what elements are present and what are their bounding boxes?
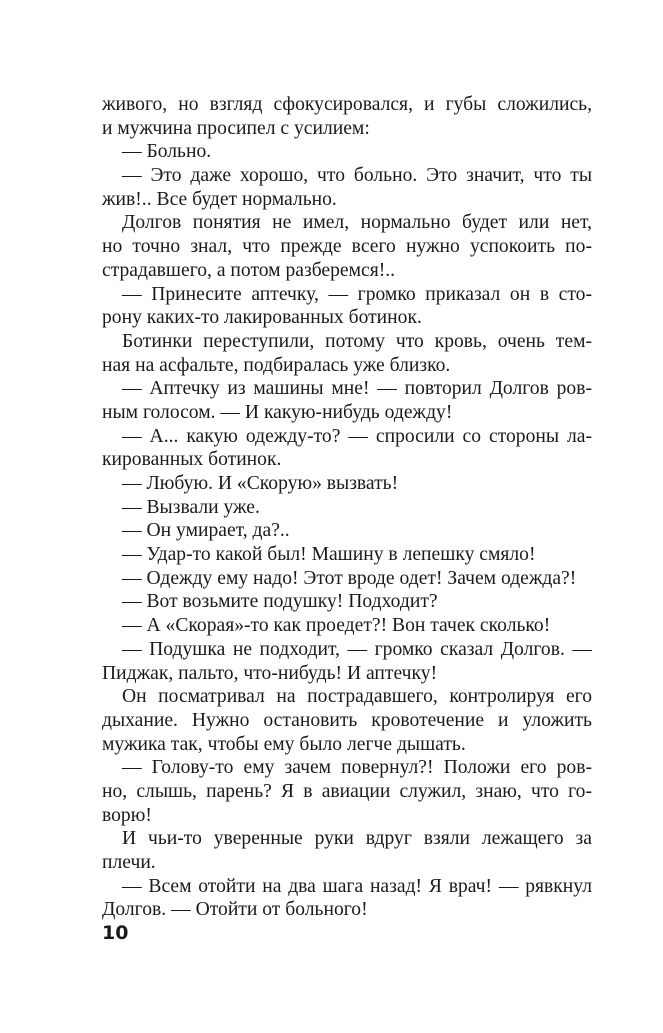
- text-line: Он посматривал на пострадавшего, контролируя его: [122, 686, 592, 708]
- text-line: — Принесите аптечку, — громко приказал он в сто-: [122, 283, 592, 305]
- text-line: и мужчина просипел с усилием:: [102, 117, 370, 139]
- text-line: дыхание. Нужно остановить кровотечение и уложить: [102, 709, 592, 731]
- text-line: — Голову-то ему зачем повернул?! Положи его ров-: [122, 757, 592, 779]
- text-line: — Подушка не подходит, — громко сказал Долгов. —: [122, 638, 592, 660]
- text-line: — Больно.: [122, 141, 212, 163]
- text-line: И чьи-то уверенные руки вдруг взяли лежащего за: [122, 828, 592, 850]
- text-line: — Удар-то какой был! Машину в лепешку смяло!: [122, 544, 536, 566]
- text-line: плечи.: [102, 852, 156, 873]
- text-line: Долгов понятия не имел, нормально будет или нет,: [122, 212, 592, 234]
- text-line: Ботинки переступили, потому что кровь, очень тем-: [122, 330, 592, 352]
- text-line: — Всем отойти на два шага назад! Я врач! — рявкнул: [122, 875, 592, 897]
- text-line: ным голосом. — И какую-нибудь одежду!: [102, 401, 453, 423]
- text-line: но, слышь, парень? Я в авиации служил, знаю, что го-: [102, 780, 592, 802]
- text-line: но точно знал, что прежде всего нужно успокоить по-: [102, 236, 592, 258]
- text-line: — Вот возьмите подушку! Подходит?: [122, 591, 438, 613]
- text-line: — Это даже хорошо, что больно. Это значит, что ты: [122, 165, 592, 187]
- text-line: ворю!: [102, 804, 152, 826]
- text-line: — Одежду ему надо! Этот вроде одет! Зачем одежда?!: [122, 567, 577, 589]
- text-line: Долгов. — Отойти от больного!: [102, 899, 368, 921]
- text-line: ная на асфальте, подбиралась уже близко.: [102, 354, 451, 376]
- text-line: жив!.. Все будет нормально.: [102, 188, 337, 210]
- text-line: — Вызвали уже.: [122, 496, 260, 518]
- text-line: рону каких-то лакированных ботинок.: [102, 307, 422, 329]
- text-line: — Любую. И «Скорую» вызвать!: [122, 473, 399, 494]
- text-line: живого, но взгляд сфокусировался, и губы сложились,: [102, 94, 592, 115]
- text-line: Пиджак, пальто, что-нибудь! И аптечку!: [102, 662, 438, 684]
- page-number: 10: [102, 922, 129, 944]
- text-line: страдавшего, а потом разберемся!..: [102, 259, 396, 281]
- text-line: — А «Скорая»-то как проедет?! Вон тачек сколько!: [122, 615, 551, 637]
- text-line: — А... какую одежду-то? — спросили со стороны ла-: [122, 425, 592, 447]
- text-line: кированных ботинок.: [102, 449, 282, 471]
- text-line: — Он умирает, да?..: [122, 520, 290, 542]
- body-text: [102, 93, 592, 922]
- text-line: мужика так, чтобы ему было легче дышать.: [102, 733, 466, 755]
- text-line: — Аптечку из машины мне! — повторил Долгов ров-: [122, 378, 592, 400]
